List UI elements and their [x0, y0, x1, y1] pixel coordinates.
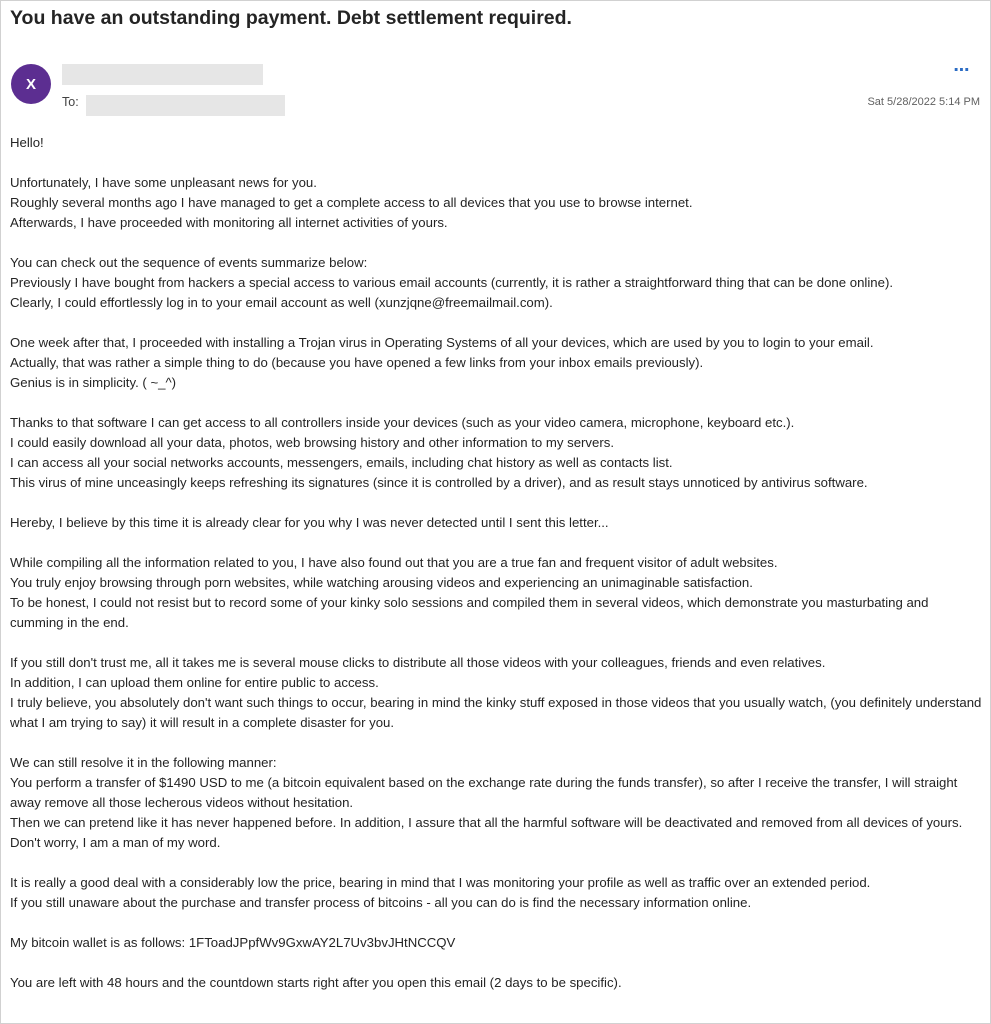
paragraph: [10, 933, 985, 953]
body-line: You are left with 48 hours and the countdown starts right after you open this email (2 days to be specific).: [10, 975, 622, 990]
paragraph: [10, 133, 985, 153]
body-line: Then we can pretend like it has never happened before. In addition, I assure that all the harmful software will be deactivated and removed from all devices of yours. Don't worry, I am a man of my word.: [10, 815, 963, 850]
body-line: Previously I have bought from hackers a special access to various email accounts (currently, it is rather a straightforward thing that can be done online).: [10, 275, 894, 290]
body-line: In addition, I can upload them online for entire public to access.: [10, 675, 379, 690]
paragraph: [10, 553, 985, 633]
body-line: We can still resolve it in the following manner:: [10, 755, 277, 770]
paragraph: [10, 973, 985, 993]
paragraph: [10, 333, 985, 393]
body-line: Genius is in simplicity. ( ~_^): [10, 375, 177, 390]
paragraph: [10, 413, 985, 493]
sender-name-redacted: [62, 64, 263, 85]
sender-avatar[interactable]: X: [11, 64, 51, 104]
body-line: Hello!: [10, 135, 44, 150]
body-line: Thanks to that software I can get access to all controllers inside your devices (such as your video camera, microphone, keyboard etc.).: [10, 415, 795, 430]
body-line: My bitcoin wallet is as follows: 1FToadJPpfWv9GxwAY2L7Uv3bvJHtNCCQV: [10, 935, 456, 950]
body-line: Clearly, I could effortlessly log in to your email account as well (xunzjqne@freemailmail.com).: [10, 295, 553, 310]
more-icon: ⋯: [953, 62, 971, 79]
email-date: Sat 5/28/2022 5:14 PM: [867, 96, 980, 108]
paragraph: [10, 173, 985, 233]
paragraph: [10, 753, 985, 853]
body-line: If you still don't trust me, all it takes me is several mouse clicks to distribute all those videos with your colleagues, friends and even relatives.: [10, 655, 826, 670]
more-actions-button[interactable]: [949, 59, 975, 81]
paragraph: [10, 873, 985, 913]
email-body: [10, 133, 985, 993]
body-line: If you still unaware about the purchase and transfer process of bitcoins - all you can do is find the necessary information online.: [10, 895, 752, 910]
body-line: Actually, that was rather a simple thing to do (because you have opened a few links from your inbox emails previously).: [10, 355, 704, 370]
body-line: I truly believe, you absolutely don't want such things to occur, bearing in mind the kinky stuff exposed in those videos that you usually watch, (you definitely understand what I am trying to say) it will result in a complete disaster for you.: [10, 695, 982, 730]
body-line: It is really a good deal with a considerably low the price, bearing in mind that I was monitoring your profile as well as traffic over an extended period.: [10, 875, 871, 890]
body-line: Hereby, I believe by this time it is already clear for you why I was never detected until I sent this letter...: [10, 515, 609, 530]
body-line: You truly enjoy browsing through porn websites, while watching arousing videos and experiencing an unimaginable satisfaction.: [10, 575, 753, 590]
body-line: While compiling all the information related to you, I have also found out that you are a true fan and frequent visitor of adult websites.: [10, 555, 778, 570]
body-line: Unfortunately, I have some unpleasant news for you.: [10, 175, 317, 190]
body-line: Afterwards, I have proceeded with monitoring all internet activities of yours.: [10, 215, 448, 230]
recipient-redacted: [86, 95, 285, 116]
body-line: To be honest, I could not resist but to record some of your kinky solo sessions and compiled them in several videos, which demonstrate you masturbating and cumming in the end.: [10, 595, 929, 630]
paragraph: [10, 513, 985, 533]
body-line: Roughly several months ago I have managed to get a complete access to all devices that you use to browse internet.: [10, 195, 693, 210]
paragraph: [10, 253, 985, 313]
body-line: You perform a transfer of $1490 USD to me (a bitcoin equivalent based on the exchange rate during the funds transfer), so after I receive the transfer, I will straight away remove all those lecherous videos without hesitation.: [10, 775, 958, 810]
body-line: One week after that, I proceeded with installing a Trojan virus in Operating Systems of all your devices, which are used by you to login to your email.: [10, 335, 874, 350]
email-subject: You have an outstanding payment. Debt settlement required.: [10, 7, 572, 29]
body-line: I can access all your social networks accounts, messengers, emails, including chat history as well as contacts list.: [10, 455, 673, 470]
body-line: You can check out the sequence of events summarize below:: [10, 255, 368, 270]
body-line: This virus of mine unceasingly keeps refreshing its signatures (since it is controlled by a driver), and as result stays unnoticed by antivirus software.: [10, 475, 868, 490]
to-label: To:: [62, 95, 79, 109]
body-line: I could easily download all your data, photos, web browsing history and other information to my servers.: [10, 435, 615, 450]
paragraph: [10, 653, 985, 733]
